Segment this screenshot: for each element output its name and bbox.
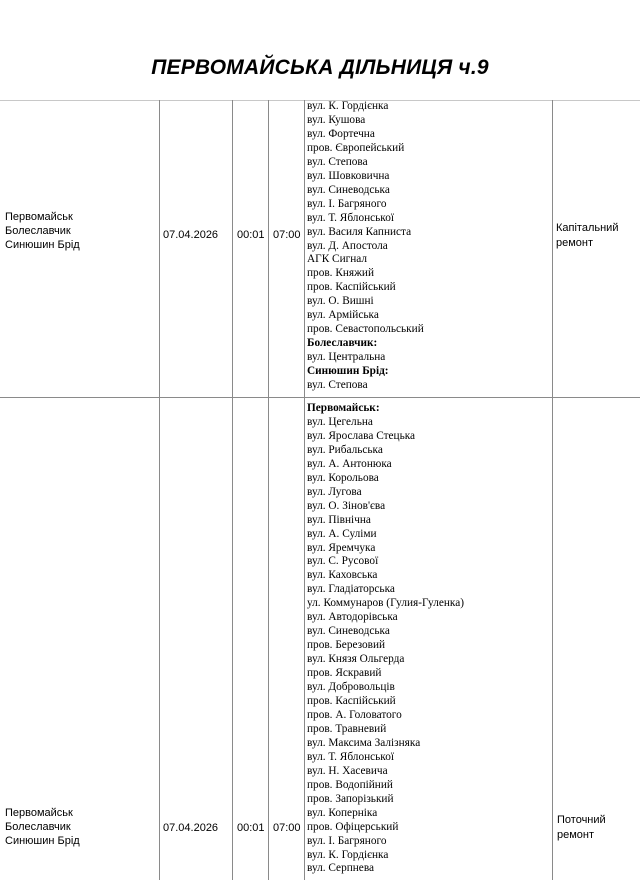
street-item: вул. Рибальська xyxy=(307,443,383,456)
street-item: вул. Серпнева xyxy=(307,862,375,875)
settlement-name: Первомайськ xyxy=(5,807,73,819)
page-title: ПЕРВОМАЙСЬКА ДІЛЬНИЦЯ ч.9 xyxy=(151,56,489,79)
street-item: АГК Сигнал xyxy=(307,253,368,266)
settlement-name: Болеславчик xyxy=(5,821,71,833)
street-item: пров. Запорізький xyxy=(307,792,394,805)
settlements-cell xyxy=(5,806,80,848)
work-type-line: ремонт xyxy=(556,237,594,249)
street-item: вул. Т. Яблонської xyxy=(307,211,395,224)
street-item: вул. Армійська xyxy=(307,309,379,322)
row-divider xyxy=(0,397,640,398)
street-item: вул. Автодорівська xyxy=(307,611,398,624)
street-item: пров. Севастопольський xyxy=(307,323,424,336)
column-divider xyxy=(268,100,269,880)
street-item: вул. Північна xyxy=(307,513,371,526)
street-item: вул. Степова xyxy=(307,379,368,392)
street-item: вул. Коперніка xyxy=(307,806,378,819)
street-item: вул. Кушова xyxy=(307,113,366,126)
street-item: вул. Лугова xyxy=(307,485,362,498)
street-item: вул. Фортечна xyxy=(307,127,375,140)
street-item: вул. А. Суліми xyxy=(307,527,377,540)
street-item: вул. Синеводська xyxy=(307,183,390,196)
street-item: пров. Водопійний xyxy=(307,778,393,791)
street-item: вул. Каховська xyxy=(307,569,378,582)
street-item: вул. С. Русової xyxy=(307,555,379,568)
locality-heading: Синюшин Брід: xyxy=(307,365,389,378)
time-to-cell: 07:00 xyxy=(273,822,301,834)
street-item: вул. Корольова xyxy=(307,471,379,484)
street-item: вул. Ярослава Стецька xyxy=(307,429,416,442)
settlement-name: Синюшин Брід xyxy=(5,835,80,847)
street-item: пров. Травневий xyxy=(307,722,387,735)
street-item: вул. О. Зінов'єва xyxy=(307,499,386,512)
streets-cell xyxy=(307,402,464,876)
street-item: вул. Цегельна xyxy=(307,415,373,428)
street-item: пров. А. Головатого xyxy=(307,708,402,721)
settlement-name: Болеславчик xyxy=(5,225,71,237)
street-item: пров. Княжий xyxy=(307,267,374,280)
street-item: вул. Шовковична xyxy=(307,169,390,182)
street-item: вул. І. Багряного xyxy=(307,834,387,847)
work-type-line: Капітальний xyxy=(556,222,619,234)
column-divider xyxy=(159,100,160,880)
date-cell: 07.04.2026 xyxy=(163,822,219,834)
time-from-cell: 00:01 xyxy=(237,229,265,241)
work-type-cell xyxy=(557,813,606,843)
settlements-cell xyxy=(5,210,80,252)
street-item: пров. Березовий xyxy=(307,639,386,652)
street-item: вул. Яремчука xyxy=(307,541,376,554)
street-item: вул. Степова xyxy=(307,155,368,168)
locality-heading: Болеславчик: xyxy=(307,337,378,350)
street-item: вул. Гладіаторська xyxy=(307,583,395,596)
street-item: вул. Князя Ольгерда xyxy=(307,653,405,666)
time-from-cell: 00:01 xyxy=(237,822,265,834)
settlement-name: Синюшин Брід xyxy=(5,239,80,251)
date-cell: 07.04.2026 xyxy=(163,229,219,241)
street-item: вул. А. Антонюка xyxy=(307,457,392,470)
street-item: пров. Європейський xyxy=(307,141,405,154)
street-item: вул. І. Багряного xyxy=(307,197,387,210)
column-divider xyxy=(304,100,305,880)
street-item: пров. Яскравий xyxy=(307,667,382,680)
work-type-line: Поточний xyxy=(557,814,606,826)
street-item: вул. Синеводська xyxy=(307,625,390,638)
work-type-line: ремонт xyxy=(557,829,595,841)
street-item: вул. К. Гордієнка xyxy=(307,848,389,861)
street-item: вул. Максима Залізняка xyxy=(307,736,421,749)
streets-cell xyxy=(307,100,424,393)
street-item: пров. Каспійський xyxy=(307,695,396,708)
street-item: вул. Т. Яблонської xyxy=(307,750,395,763)
street-item: вул. Н. Хасевича xyxy=(307,764,388,777)
street-item: вул. Д. Апостола xyxy=(307,239,388,252)
street-item: вул. Центральна xyxy=(307,351,386,364)
street-item: вул. О. Вишні xyxy=(307,295,374,308)
time-to-cell: 07:00 xyxy=(273,229,301,241)
street-item: вул. К. Гордієнка xyxy=(307,100,389,112)
settlement-name: Первомайськ xyxy=(5,211,73,223)
street-item: пров. Офіцерський xyxy=(307,820,399,833)
street-item: вул. Василя Капниста xyxy=(307,225,412,238)
street-item: вул. Добровольців xyxy=(307,681,395,694)
street-item: ул. Коммунаров (Гулия-Гуленка) xyxy=(307,597,465,610)
column-divider xyxy=(552,100,553,880)
street-item: пров. Каспійський xyxy=(307,281,396,294)
work-type-cell xyxy=(556,221,618,251)
locality-heading: Первомайськ: xyxy=(307,402,380,414)
column-divider xyxy=(232,100,233,880)
